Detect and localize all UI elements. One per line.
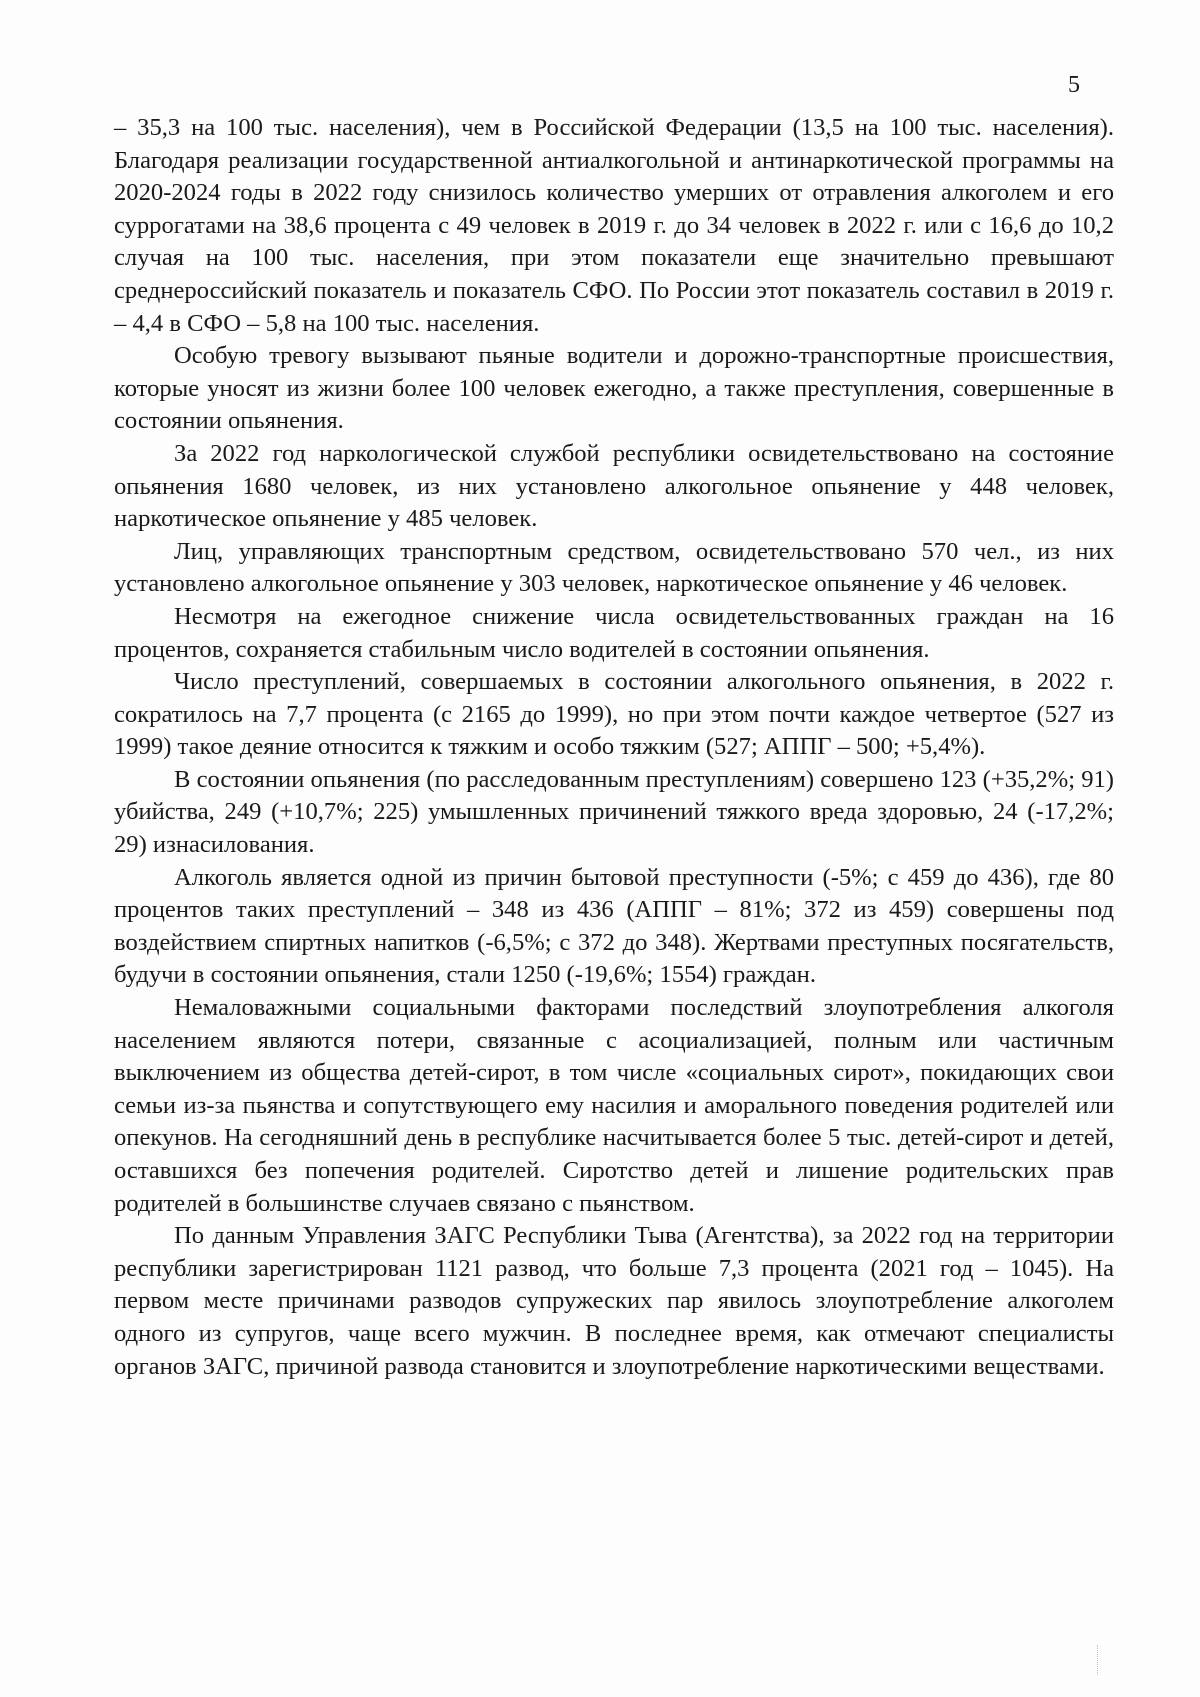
paragraph-drunk-drivers: Особую тревогу вызывают пьяные водители и дорожно-транспортные происшествия, которые уносят из жизни более 100 человек ежегодно, а также преступления, совершенные в состоянии опьянения. bbox=[114, 342, 1114, 435]
page-number: 5 bbox=[1068, 72, 1080, 98]
paragraph-domestic-crime: Алкоголь является одной из причин бытовой преступности (-5%; с 459 до 436), где 80 процентов таких преступлений – 348 из 436 (АППГ – 81%; 372 из 459) совершены под воздействием спиртных напитков (-6,5%; с 372 до 348). Жертвами преступных посягательств, будучи в состоянии опьянения, стали 1250 (-19,6%; 1554) граждан. bbox=[114, 863, 1114, 989]
paragraph-investigated-crimes: В состоянии опьянения (по расследованным преступлениям) совершено 123 (+35,2%; 91) убийства, 249 (+10,7%; 225) умышленных причинений тяжкого вреда здоровью, 24 (-17,2%; 29) изнасилования. bbox=[114, 765, 1114, 859]
paragraph-divorces: По данным Управления ЗАГС Республики Тыва (Агентства), за 2022 год на территории республики зарегистрирован 1121 развод, что больше 7,3 процента (2021 год – 1045). На первом месте причинами разводов супружеских пар явилось злоупотребление алкоголем одного из супругов, чаще всего мужчин. В последнее время, как отмечают специалисты органов ЗАГС, причиной развода становится и злоупотребление наркотическими веществами. bbox=[114, 1222, 1114, 1380]
paragraph-vehicle-drivers: Лиц, управляющих транспортным средством, освидетельствовано 570 чел., из них установлено алкогольное опьянение у 303 человек, наркотическое опьянение у 46 человек. bbox=[114, 537, 1114, 598]
paragraph-crimes-intoxication: Число преступлений, совершаемых в состоянии алкогольного опьянения, в 2022 г. сократилось на 7,7 процента (с 2165 до 1999), но при этом почти каждое четвертое (527 из 1999) такое деяние относится к тяжким и особо тяжким (527; АППГ – 500; +5,4%). bbox=[114, 668, 1114, 761]
document-body bbox=[114, 112, 1114, 1383]
paragraph-stable-number: Несмотря на ежегодное снижение числа освидетельствованных граждан на 16 процентов, сохраняется стабильным число водителей в состоянии опьянения. bbox=[114, 602, 1114, 663]
paragraph-continued: – 35,3 на 100 тыс. населения), чем в Российской Федерации (13,5 на 100 тыс. населения). Благодаря реализации государственной антиалкогольной и антинаркотической программы на 2020-2024 годы в 2022 году снизилось количество умерших от отравления алкоголем и его суррогатами на 38,6 процента с 49 человек в 2019 г. до 34 человек в 2022 г. или с 16,6 до 10,2 случая на 100 тыс. населения, при этом показатели еще значительно превышают среднероссийский показатель и показатель СФО. По России этот показатель составил в 2019 г. – 4,4 в СФО – 5,8 на 100 тыс. населения. bbox=[114, 114, 1114, 337]
paragraph-examinations: За 2022 год наркологической службой республики освидетельствовано на состояние опьянения 1680 человек, из них установлено алкогольное опьянение у 448 человек, наркотическое опьянение у 485 человек. bbox=[114, 439, 1114, 533]
paragraph-social-factors: Немаловажными социальными факторами последствий злоупотребления алкоголя населением являются потери, связанные с асоциализацией, полным или частичным выключением из общества детей-сирот, в том числе «социальных сирот», покидающих свои семьи из-за пьянства и сопутствующего ему насилия и аморального поведения родителей или опекунов. На сегодняшний день в республике насчитывается более 5 тыс. детей-сирот и детей, оставшихся без попечения родителей. Сиротство детей и лишение родительских прав родителей в большинстве случаев связано с пьянством. bbox=[114, 994, 1114, 1217]
scan-artifact bbox=[1097, 1645, 1104, 1675]
